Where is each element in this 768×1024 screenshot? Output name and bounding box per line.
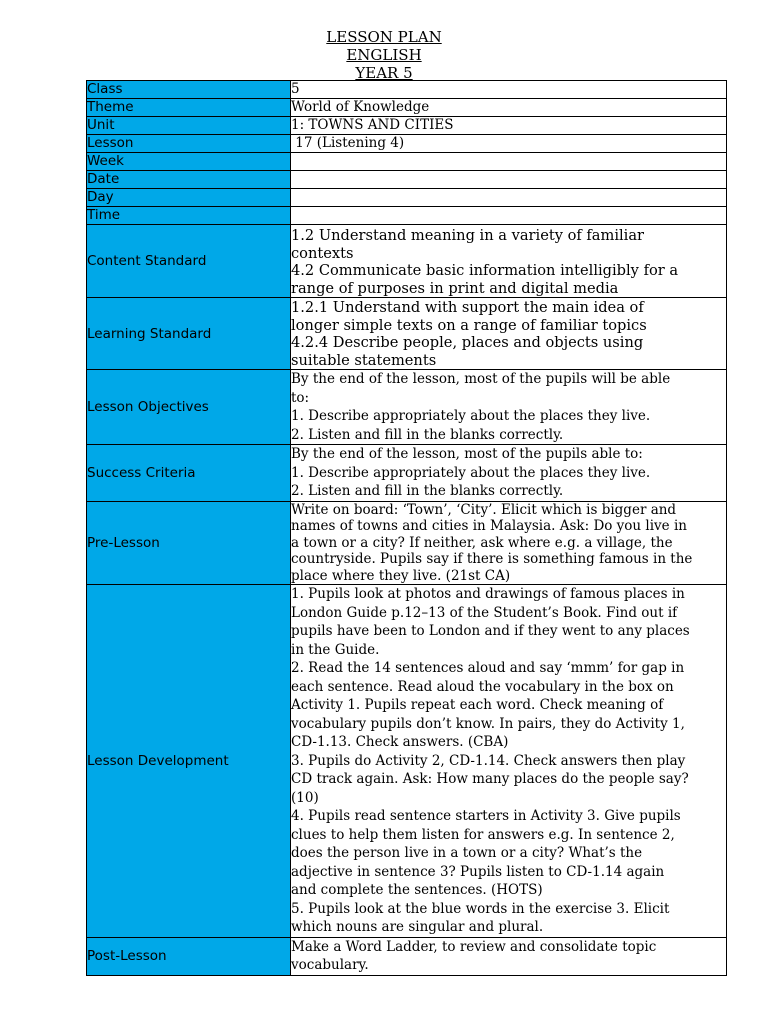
value-class: 5 [291, 81, 727, 99]
value-day [291, 189, 727, 207]
value-week [291, 153, 727, 171]
row-lesson [87, 135, 727, 153]
development-line: Activity 1. Pupils repeat each word. Check meaning of [291, 697, 664, 713]
learning-standard-line: longer simple texts on a range of familiar topics [291, 316, 647, 334]
label-pre-lesson: Pre-Lesson [87, 501, 291, 585]
objective-line: By the end of the lesson, most of the pupils will be able [291, 371, 671, 387]
criteria-line: By the end of the lesson, most of the pupils able to: [291, 446, 643, 462]
lesson-plan-table [86, 80, 727, 976]
value-time [291, 207, 727, 225]
pre-lesson-line: names of towns and cities in Malaysia. Ask: Do you live in [291, 518, 687, 534]
value-lesson-objectives [291, 370, 727, 445]
value-lesson-development [291, 585, 727, 938]
value-content-standard [291, 225, 727, 298]
value-pre-lesson [291, 501, 727, 585]
development-line: which nouns are singular and plural. [291, 919, 544, 935]
label-theme: Theme [87, 99, 291, 117]
value-success-criteria [291, 445, 727, 502]
objective-line: to: [291, 389, 310, 406]
row-content-standard [87, 225, 727, 298]
label-unit: Unit [87, 117, 291, 135]
post-lesson-line: vocabulary. [291, 957, 369, 973]
development-line: vocabulary pupils don’t know. In pairs, they do Activity 1, [291, 715, 685, 732]
row-day [87, 189, 727, 207]
development-line: CD-1.13. Check answers. (CBA) [291, 734, 509, 750]
development-line: 3. Pupils do Activity 2, CD-1.14. Check answers then play [291, 752, 686, 769]
objective-line: 2. Listen and fill in the blanks correctly. [291, 426, 564, 443]
content-standard-line: range of purposes in print and digital media [291, 279, 619, 297]
row-date [87, 171, 727, 189]
document-header [0, 28, 768, 82]
label-lesson-development: Lesson Development [87, 585, 291, 938]
label-week: Week [87, 153, 291, 171]
development-line: 1. Pupils look at photos and drawings of famous places in [291, 586, 685, 602]
content-standard-line: contexts [291, 244, 354, 262]
title-lesson-plan: LESSON PLAN [326, 28, 442, 46]
label-date: Date [87, 171, 291, 189]
row-week [87, 153, 727, 171]
value-theme: World of Knowledge [291, 99, 727, 117]
development-line: adjective in sentence 3? Pupils listen to CD-1.14 again [291, 863, 665, 880]
row-learning-standard [87, 298, 727, 370]
pre-lesson-line: a town or a city? If neither, ask where e.g. a village, the [291, 534, 673, 551]
row-lesson-objectives [87, 370, 727, 445]
label-day: Day [87, 189, 291, 207]
learning-standard-line: suitable statements [291, 351, 437, 369]
content-standard-line: 1.2 Understand meaning in a variety of familiar [291, 227, 645, 244]
development-line: in the Guide. [291, 641, 380, 658]
development-line: CD track again. Ask: How many places do the people say? [291, 771, 689, 787]
value-date [291, 171, 727, 189]
label-learning-standard: Learning Standard [87, 298, 291, 370]
row-post-lesson [87, 937, 727, 975]
development-line: 5. Pupils look at the blue words in the exercise 3. Elicit [291, 900, 670, 917]
development-line: London Guide p.12–13 of the Student’s Book. Find out if [291, 604, 678, 621]
row-lesson-development [87, 585, 727, 938]
row-pre-lesson [87, 501, 727, 585]
label-content-standard: Content Standard [87, 225, 291, 298]
development-line: does the person live in a town or a city? What’s the [291, 845, 643, 861]
learning-standard-line: 4.2.4 Describe people, places and objects using [291, 334, 644, 351]
label-class: Class [87, 81, 291, 99]
development-line: 4. Pupils read sentence starters in Activity 3. Give pupils [291, 808, 681, 824]
pre-lesson-line: place where they live. (21st CA) [291, 567, 511, 584]
row-theme [87, 99, 727, 117]
objective-line: 1. Describe appropriately about the places they live. [291, 408, 651, 424]
row-time [87, 207, 727, 225]
value-post-lesson [291, 937, 727, 975]
development-line: each sentence. Read aloud the vocabulary in the box on [291, 678, 674, 695]
post-lesson-line: Make a Word Ladder, to review and consolidate topic [291, 938, 657, 955]
content-standard-line: 4.2 Communicate basic information intelligibly for a [291, 262, 679, 279]
label-post-lesson: Post-Lesson [87, 937, 291, 975]
value-learning-standard [291, 298, 727, 370]
label-lesson-objectives: Lesson Objectives [87, 370, 291, 445]
title-year: YEAR 5 [355, 64, 413, 82]
row-success-criteria [87, 445, 727, 502]
value-unit: 1: TOWNS AND CITIES [291, 117, 727, 135]
development-line: and complete the sentences. (HOTS) [291, 882, 543, 898]
learning-standard-line: 1.2.1 Understand with support the main idea of [291, 299, 644, 316]
value-lesson: 17 (Listening 4) [291, 135, 727, 153]
pre-lesson-line: Write on board: ‘Town’, ‘City’. Elicit which is bigger and [291, 501, 677, 518]
pre-lesson-line: countryside. Pupils say if there is something famous in the [291, 551, 693, 567]
row-unit [87, 117, 727, 135]
label-time: Time [87, 207, 291, 225]
development-line: (10) [291, 789, 319, 806]
label-success-criteria: Success Criteria [87, 445, 291, 502]
title-subject: ENGLISH [346, 46, 422, 64]
development-line: clues to help them listen for answers e.g. In sentence 2, [291, 826, 675, 843]
criteria-line: 1. Describe appropriately about the places they live. [291, 464, 651, 481]
development-line: pupils have been to London and if they went to any places [291, 623, 690, 639]
label-lesson: Lesson [87, 135, 291, 153]
development-line: 2. Read the 14 sentences aloud and say ‘mmm’ for gap in [291, 660, 685, 676]
criteria-line: 2. Listen and fill in the blanks correctly. [291, 483, 564, 499]
row-class [87, 81, 727, 99]
